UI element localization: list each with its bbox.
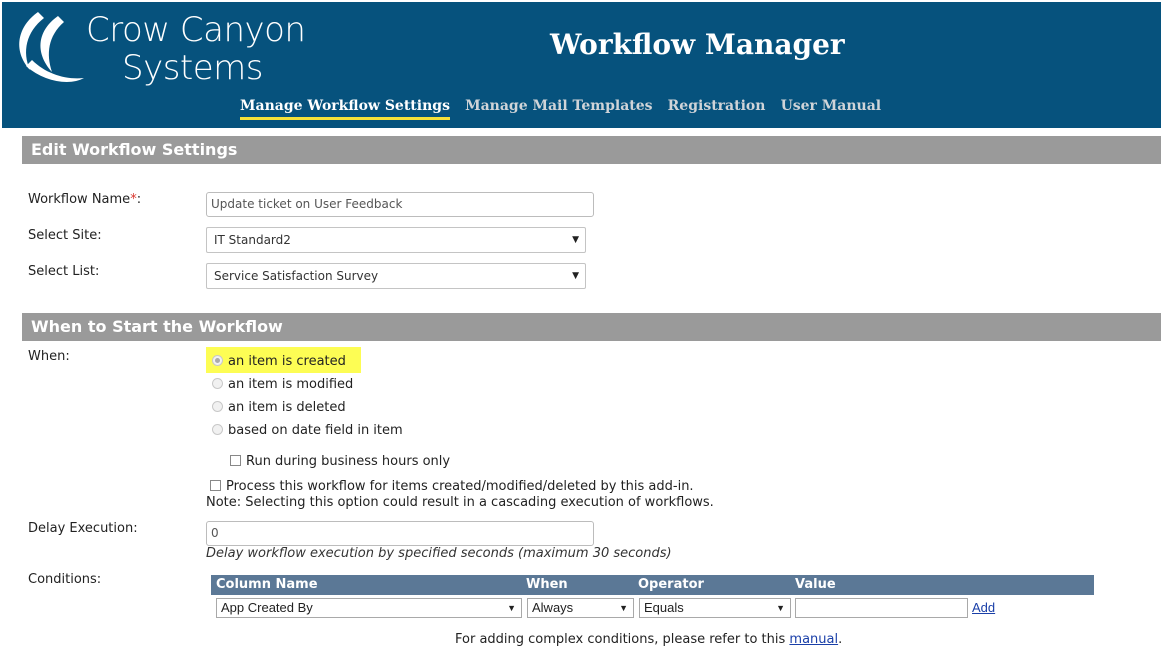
complex-conditions-end: . xyxy=(838,632,843,647)
select-list-dropdown[interactable] xyxy=(206,263,586,289)
radio-item-modified[interactable] xyxy=(212,377,353,392)
app-title: Workflow Manager xyxy=(550,28,845,61)
delay-execution-label: Delay Execution: xyxy=(28,521,138,536)
when-label: When: xyxy=(28,349,70,364)
main-nav xyxy=(240,98,892,120)
condition-operator-value: Equals xyxy=(644,600,684,615)
required-marker: * xyxy=(130,192,137,207)
nav-manage-workflow-settings[interactable]: Manage Workflow Settings xyxy=(240,98,450,120)
radio-item-deleted[interactable] xyxy=(212,400,346,415)
delay-help-text: Delay workflow execution by specified seconds (maximum 30 seconds) xyxy=(206,546,672,561)
select-site-value: IT Standard2 xyxy=(214,233,291,247)
column-name-header: Column Name xyxy=(216,577,318,592)
process-addin-checkbox[interactable] xyxy=(210,480,221,491)
workflow-name-label-text: Workflow Name xyxy=(28,192,131,207)
condition-when-select[interactable] xyxy=(527,598,634,618)
conditions-table-header xyxy=(211,575,1094,595)
condition-column-value: App Created By xyxy=(221,600,313,615)
edit-settings-section-title: Edit Workflow Settings xyxy=(22,136,1161,164)
process-addin-option[interactable] xyxy=(210,479,694,494)
radio-button[interactable] xyxy=(212,401,223,412)
chevron-down-icon: ▼ xyxy=(776,603,785,613)
nav-manage-mail-templates[interactable]: Manage Mail Templates xyxy=(465,98,653,114)
radio-label: an item is deleted xyxy=(228,400,346,415)
chevron-down-icon: ▼ xyxy=(619,603,628,613)
cascading-note: Note: Selecting this option could result in a cascading execution of workflows. xyxy=(206,495,714,510)
start-workflow-section-title: When to Start the Workflow xyxy=(22,313,1161,341)
crow-canyon-logo-mark-icon xyxy=(8,8,88,88)
operator-header: Operator xyxy=(638,577,704,592)
radio-button[interactable] xyxy=(212,424,223,435)
business-hours-label: Run during business hours only xyxy=(246,454,451,469)
when-header: When xyxy=(526,577,568,592)
business-hours-option[interactable] xyxy=(230,454,450,469)
chevron-down-icon: ▼ xyxy=(572,235,579,245)
manual-link[interactable]: manual xyxy=(789,632,839,647)
chevron-down-icon: ▼ xyxy=(572,271,579,281)
delay-execution-input[interactable]: 0 xyxy=(206,521,594,546)
nav-registration[interactable]: Registration xyxy=(667,98,766,114)
conditions-label: Conditions: xyxy=(28,572,102,587)
radio-button[interactable] xyxy=(212,378,223,389)
select-list-value: Service Satisfaction Survey xyxy=(214,269,379,283)
value-header: Value xyxy=(795,577,836,592)
process-addin-label: Process this workflow for items created/modified/deleted by this add-in. xyxy=(226,479,694,494)
brand-name-line2: Systems xyxy=(122,48,263,88)
condition-when-value: Always xyxy=(532,600,574,615)
workflow-name-input[interactable]: Update ticket on User Feedback xyxy=(206,192,594,217)
workflow-name-label-colon: : xyxy=(136,192,142,207)
select-site-label: Select Site: xyxy=(28,228,102,243)
app-header xyxy=(2,2,1161,128)
radio-item-created[interactable] xyxy=(212,354,346,369)
condition-value-input[interactable] xyxy=(795,598,968,618)
radio-label: an item is modified xyxy=(228,377,354,392)
radio-label: based on date field in item xyxy=(228,423,403,438)
chevron-down-icon: ▼ xyxy=(507,603,516,613)
business-hours-checkbox[interactable] xyxy=(230,455,241,466)
brand-name-line1: Crow Canyon xyxy=(86,10,306,50)
add-condition-link[interactable]: Add xyxy=(972,600,996,615)
radio-label: an item is created xyxy=(228,354,346,369)
condition-operator-select[interactable] xyxy=(639,598,791,618)
select-list-label: Select List: xyxy=(28,264,100,279)
condition-column-select[interactable] xyxy=(216,598,522,618)
nav-user-manual[interactable]: User Manual xyxy=(780,98,882,114)
select-site-dropdown[interactable] xyxy=(206,227,586,253)
complex-conditions-text: For adding complex conditions, please refer to this xyxy=(455,632,790,647)
radio-date-field[interactable] xyxy=(212,423,403,438)
workflow-name-label xyxy=(28,192,141,207)
radio-button[interactable] xyxy=(212,355,223,366)
complex-conditions-note xyxy=(455,632,842,647)
crow-canyon-logo[interactable] xyxy=(8,8,308,88)
